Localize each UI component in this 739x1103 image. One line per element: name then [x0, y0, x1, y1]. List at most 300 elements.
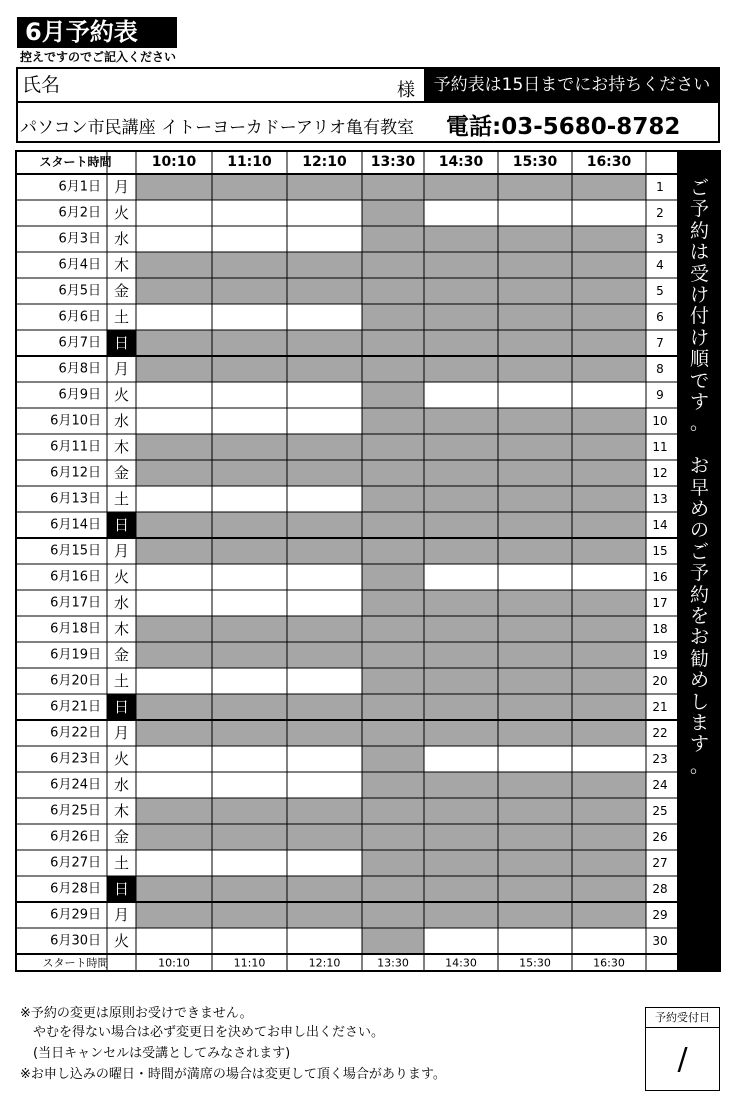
slot-cell[interactable]: [212, 356, 287, 382]
slot-cell[interactable]: [572, 174, 646, 200]
row-number: 27: [652, 856, 668, 870]
slot-cell[interactable]: [287, 642, 362, 668]
date-label: 6月8日: [58, 361, 101, 377]
slot-cell[interactable]: [212, 928, 287, 954]
slot-cell[interactable]: [572, 876, 646, 902]
slot-cell[interactable]: [572, 668, 646, 694]
time-footer: 15:30: [519, 956, 551, 970]
slot-cell[interactable]: [424, 824, 498, 850]
date-label: 6月9日: [58, 387, 101, 403]
time-footer: 13:30: [377, 956, 409, 970]
sama-label: 様: [397, 80, 415, 101]
slot-cell[interactable]: [212, 772, 287, 798]
slot-cell[interactable]: [212, 226, 287, 252]
slot-cell[interactable]: [424, 330, 498, 356]
slot-cell[interactable]: [572, 928, 646, 954]
slot-cell[interactable]: [212, 590, 287, 616]
slot-cell[interactable]: [572, 824, 646, 850]
weekday-label: 日: [113, 880, 130, 898]
slot-cell[interactable]: [362, 382, 424, 408]
slot-cell[interactable]: [212, 252, 287, 278]
weekday-label: 月: [113, 360, 130, 378]
slot-cell[interactable]: [212, 798, 287, 824]
slot-cell[interactable]: [287, 668, 362, 694]
slot-cell[interactable]: [287, 382, 362, 408]
slot-cell[interactable]: [362, 668, 424, 694]
date-label: 6月20日: [50, 673, 101, 689]
side-note-char: を: [689, 605, 709, 627]
slot-cell[interactable]: [287, 408, 362, 434]
slot-cell[interactable]: [212, 642, 287, 668]
slot-cell[interactable]: [287, 798, 362, 824]
slot-cell[interactable]: [287, 356, 362, 382]
slot-cell[interactable]: [498, 538, 572, 564]
date-label: 6月3日: [58, 231, 101, 247]
slot-cell[interactable]: [136, 278, 212, 304]
slot-cell[interactable]: [498, 564, 572, 590]
row-number: 11: [652, 440, 668, 454]
time-header: 10:10: [151, 154, 197, 170]
slot-cell[interactable]: [498, 486, 572, 512]
slot-cell[interactable]: [287, 876, 362, 902]
slot-cell[interactable]: [136, 746, 212, 772]
slot-cell[interactable]: [424, 564, 498, 590]
slot-cell[interactable]: [212, 434, 287, 460]
row-number: 10: [652, 414, 668, 428]
date-label: 6月27日: [50, 855, 101, 871]
slot-cell[interactable]: [424, 850, 498, 876]
slot-cell[interactable]: [362, 746, 424, 772]
slot-cell[interactable]: [424, 694, 498, 720]
weekday-label: 日: [113, 698, 130, 716]
slot-cell[interactable]: [362, 512, 424, 538]
slot-cell[interactable]: [498, 668, 572, 694]
time-header: 15:30: [512, 154, 558, 170]
side-note-char: は: [689, 241, 709, 264]
date-label: 6月2日: [58, 205, 101, 221]
page-title: 6月予約表: [17, 17, 177, 48]
slot-cell[interactable]: [362, 850, 424, 876]
slot-cell[interactable]: [424, 226, 498, 252]
date-label: 6月28日: [50, 881, 101, 897]
time-header: 14:30: [438, 154, 484, 170]
date-label: 6月13日: [50, 491, 101, 507]
weekday-label: 水: [113, 594, 130, 612]
side-note-char: 。: [689, 412, 709, 435]
time-header: 11:10: [227, 154, 272, 170]
slot-cell[interactable]: [424, 772, 498, 798]
slot-cell[interactable]: [498, 850, 572, 876]
date-label: 6月1日: [58, 179, 101, 195]
slot-cell[interactable]: [287, 616, 362, 642]
slot-cell[interactable]: [572, 434, 646, 460]
slot-cell[interactable]: [572, 226, 646, 252]
slot-cell[interactable]: [572, 538, 646, 564]
footnote-line: やむを得ない場合は必ず変更日を決めてお申し出ください。: [20, 1025, 385, 1040]
slot-cell[interactable]: [362, 564, 424, 590]
slot-cell[interactable]: [424, 720, 498, 746]
date-label: 6月15日: [50, 543, 101, 559]
slot-cell[interactable]: [498, 512, 572, 538]
date-label: 6月5日: [58, 283, 101, 299]
slot-cell[interactable]: [287, 512, 362, 538]
slot-cell[interactable]: [572, 512, 646, 538]
slot-cell[interactable]: [572, 746, 646, 772]
slot-cell[interactable]: [287, 824, 362, 850]
side-note-char: 受: [689, 262, 709, 285]
slot-cell[interactable]: [498, 694, 572, 720]
slot-cell[interactable]: [362, 434, 424, 460]
slot-cell[interactable]: [498, 460, 572, 486]
slot-cell[interactable]: [498, 356, 572, 382]
slot-cell[interactable]: [136, 668, 212, 694]
slot-cell[interactable]: [498, 252, 572, 278]
weekday-label: 土: [113, 308, 130, 326]
row-number: 22: [652, 726, 668, 740]
slot-cell[interactable]: [362, 174, 424, 200]
start-time-footer: スタート時間: [42, 956, 109, 970]
slot-cell[interactable]: [362, 616, 424, 642]
row-number: 29: [652, 908, 668, 922]
slot-cell[interactable]: [424, 928, 498, 954]
slot-cell[interactable]: [572, 902, 646, 928]
slot-cell[interactable]: [424, 278, 498, 304]
slot-cell[interactable]: [287, 174, 362, 200]
slot-cell[interactable]: [287, 278, 362, 304]
slot-cell[interactable]: [572, 564, 646, 590]
slot-cell[interactable]: [362, 694, 424, 720]
slot-cell[interactable]: [498, 174, 572, 200]
side-note-char: 予: [689, 562, 709, 585]
slot-cell[interactable]: [362, 460, 424, 486]
side-note-char: け: [689, 326, 709, 349]
slot-cell[interactable]: [424, 356, 498, 382]
slot-cell[interactable]: [362, 252, 424, 278]
slot-cell[interactable]: [498, 798, 572, 824]
slot-cell[interactable]: [424, 512, 498, 538]
phone-number: 電話:03-5680-8782: [446, 114, 681, 140]
slot-cell[interactable]: [362, 356, 424, 382]
slot-cell[interactable]: [136, 928, 212, 954]
weekday-label: 月: [113, 906, 130, 924]
slot-cell[interactable]: [498, 720, 572, 746]
slot-cell[interactable]: [287, 564, 362, 590]
side-note-char: 付: [689, 305, 709, 328]
slot-cell[interactable]: [424, 252, 498, 278]
side-note-char: お: [689, 455, 709, 478]
slot-cell[interactable]: [136, 408, 212, 434]
slot-cell[interactable]: [498, 590, 572, 616]
slot-cell[interactable]: [572, 590, 646, 616]
slot-cell[interactable]: [424, 408, 498, 434]
slot-cell[interactable]: [572, 356, 646, 382]
slot-cell[interactable]: [572, 720, 646, 746]
slot-cell[interactable]: [136, 902, 212, 928]
slot-cell[interactable]: [362, 902, 424, 928]
side-note: [678, 150, 721, 972]
row-number: 5: [656, 284, 664, 298]
slot-cell[interactable]: [212, 876, 287, 902]
side-note-char: け: [689, 284, 709, 306]
date-label: 6月11日: [50, 439, 101, 455]
slot-cell[interactable]: [362, 304, 424, 330]
slot-cell[interactable]: [287, 486, 362, 512]
slot-cell[interactable]: [136, 486, 212, 512]
slot-cell[interactable]: [572, 278, 646, 304]
slot-cell[interactable]: [498, 226, 572, 252]
slot-cell[interactable]: [136, 876, 212, 902]
slot-cell[interactable]: [287, 226, 362, 252]
slot-cell[interactable]: [287, 850, 362, 876]
slot-cell[interactable]: [424, 486, 498, 512]
slot-cell[interactable]: [212, 304, 287, 330]
date-label: 6月24日: [50, 777, 101, 793]
date-label: 6月26日: [50, 829, 101, 845]
slot-cell[interactable]: [212, 564, 287, 590]
slot-cell[interactable]: [498, 200, 572, 226]
slot-cell[interactable]: [212, 382, 287, 408]
slot-cell[interactable]: [287, 460, 362, 486]
slot-cell[interactable]: [362, 590, 424, 616]
slot-cell[interactable]: [498, 408, 572, 434]
slot-cell[interactable]: [287, 590, 362, 616]
weekday-label: 火: [113, 386, 130, 404]
slot-cell[interactable]: [287, 538, 362, 564]
slot-cell[interactable]: [136, 798, 212, 824]
slot-cell[interactable]: [498, 304, 572, 330]
slot-cell[interactable]: [212, 174, 287, 200]
slot-cell[interactable]: [136, 694, 212, 720]
slot-cell[interactable]: [212, 902, 287, 928]
date-label: 6月14日: [50, 517, 101, 533]
slot-cell[interactable]: [136, 824, 212, 850]
side-note-char: 。: [689, 754, 709, 777]
slot-cell[interactable]: [362, 928, 424, 954]
slot-cell[interactable]: [212, 408, 287, 434]
weekday-label: 水: [113, 412, 130, 430]
time-header: 12:10: [302, 154, 347, 170]
slot-cell[interactable]: [424, 668, 498, 694]
weekday-label: 火: [113, 568, 130, 586]
row-number: 23: [652, 752, 668, 766]
slot-cell[interactable]: [424, 590, 498, 616]
row-number: 30: [652, 934, 668, 948]
slot-cell[interactable]: [212, 278, 287, 304]
date-label: 6月16日: [50, 569, 101, 585]
slot-cell[interactable]: [572, 252, 646, 278]
slot-cell[interactable]: [572, 304, 646, 330]
date-label: 6月18日: [50, 621, 101, 637]
slot-cell[interactable]: [136, 200, 212, 226]
weekday-label: 火: [113, 932, 130, 950]
side-note-char: 順: [689, 348, 709, 371]
slot-cell[interactable]: [212, 746, 287, 772]
slot-cell[interactable]: [136, 252, 212, 278]
reception-date-value: /: [677, 1042, 688, 1077]
row-number: 14: [652, 518, 668, 532]
weekday-label: 土: [113, 854, 130, 872]
slot-cell[interactable]: [136, 174, 212, 200]
slot-cell[interactable]: [362, 226, 424, 252]
slot-cell[interactable]: [572, 330, 646, 356]
slot-cell[interactable]: [212, 200, 287, 226]
row-number: 13: [652, 492, 668, 506]
slot-cell[interactable]: [572, 850, 646, 876]
slot-cell[interactable]: [362, 408, 424, 434]
slot-cell[interactable]: [498, 772, 572, 798]
row-number: 1: [656, 180, 664, 194]
date-label: 6月22日: [50, 725, 101, 741]
side-note-char: 勧: [689, 647, 709, 670]
slot-cell[interactable]: [424, 304, 498, 330]
row-number: 25: [652, 804, 668, 818]
slot-cell[interactable]: [136, 850, 212, 876]
time-header: 13:30: [370, 154, 416, 170]
weekday-label: 木: [113, 256, 130, 274]
slot-cell[interactable]: [362, 824, 424, 850]
slot-cell[interactable]: [424, 382, 498, 408]
slot-cell[interactable]: [136, 434, 212, 460]
side-note-char: め: [689, 669, 709, 692]
slot-cell[interactable]: [498, 902, 572, 928]
slot-cell[interactable]: [136, 590, 212, 616]
slot-cell[interactable]: [287, 772, 362, 798]
slot-cell[interactable]: [424, 876, 498, 902]
date-label: 6月29日: [50, 907, 101, 923]
slot-cell[interactable]: [212, 824, 287, 850]
slot-cell[interactable]: [287, 330, 362, 356]
date-label: 6月23日: [50, 751, 101, 767]
side-note-char: ま: [689, 712, 709, 734]
slot-cell[interactable]: [572, 382, 646, 408]
slot-cell[interactable]: [572, 200, 646, 226]
slot-cell[interactable]: [136, 330, 212, 356]
weekday-label: 金: [113, 282, 130, 300]
slot-cell[interactable]: [136, 226, 212, 252]
slot-cell[interactable]: [572, 772, 646, 798]
slot-cell[interactable]: [572, 798, 646, 824]
slot-cell[interactable]: [572, 694, 646, 720]
slot-cell[interactable]: [136, 356, 212, 382]
slot-cell[interactable]: [362, 798, 424, 824]
side-note-char: お: [689, 626, 709, 649]
slot-cell[interactable]: [362, 330, 424, 356]
slot-cell[interactable]: [136, 538, 212, 564]
slot-cell[interactable]: [136, 512, 212, 538]
slot-cell[interactable]: [424, 746, 498, 772]
slot-cell[interactable]: [136, 772, 212, 798]
weekday-label: 土: [113, 672, 130, 690]
slot-cell[interactable]: [362, 720, 424, 746]
slot-cell[interactable]: [212, 720, 287, 746]
slot-cell[interactable]: [424, 200, 498, 226]
weekday-label: 金: [113, 646, 130, 664]
slot-cell[interactable]: [212, 538, 287, 564]
slot-cell[interactable]: [287, 746, 362, 772]
slot-cell[interactable]: [424, 902, 498, 928]
weekday-label: 水: [113, 230, 130, 248]
side-note-char: す: [689, 391, 709, 413]
slot-cell[interactable]: [362, 200, 424, 226]
slot-cell[interactable]: [287, 694, 362, 720]
slot-cell[interactable]: [362, 278, 424, 304]
slot-cell[interactable]: [498, 928, 572, 954]
slot-cell[interactable]: [362, 772, 424, 798]
slot-cell[interactable]: [136, 382, 212, 408]
slot-cell[interactable]: [572, 642, 646, 668]
slot-cell[interactable]: [136, 460, 212, 486]
slot-cell[interactable]: [424, 538, 498, 564]
slot-cell[interactable]: [287, 304, 362, 330]
slot-cell[interactable]: [212, 616, 287, 642]
slot-cell[interactable]: [362, 486, 424, 512]
slot-cell[interactable]: [212, 694, 287, 720]
slot-cell[interactable]: [424, 174, 498, 200]
slot-cell[interactable]: [498, 382, 572, 408]
keep-note: 控えですのでご記入ください: [20, 50, 177, 64]
slot-cell[interactable]: [136, 616, 212, 642]
slot-cell[interactable]: [498, 876, 572, 902]
row-number: 17: [652, 596, 668, 610]
slot-cell[interactable]: [498, 278, 572, 304]
slot-cell[interactable]: [287, 252, 362, 278]
slot-cell[interactable]: [287, 434, 362, 460]
slot-cell[interactable]: [424, 460, 498, 486]
slot-cell[interactable]: [362, 876, 424, 902]
reception-date-label: 予約受付日: [645, 1008, 720, 1028]
slot-cell[interactable]: [136, 564, 212, 590]
slot-cell[interactable]: [136, 720, 212, 746]
slot-cell[interactable]: [287, 928, 362, 954]
slot-cell[interactable]: [424, 642, 498, 668]
slot-cell[interactable]: [362, 642, 424, 668]
row-number: 9: [656, 388, 664, 402]
slot-cell[interactable]: [498, 434, 572, 460]
slot-cell[interactable]: [498, 642, 572, 668]
slot-cell[interactable]: [212, 512, 287, 538]
slot-cell[interactable]: [362, 538, 424, 564]
slot-cell[interactable]: [498, 746, 572, 772]
weekday-label: 火: [113, 750, 130, 768]
row-number: 7: [656, 336, 664, 350]
slot-cell[interactable]: [572, 616, 646, 642]
slot-cell[interactable]: [424, 798, 498, 824]
slot-cell[interactable]: [572, 486, 646, 512]
slot-cell[interactable]: [212, 486, 287, 512]
slot-cell[interactable]: [498, 330, 572, 356]
slot-cell[interactable]: [498, 824, 572, 850]
slot-cell[interactable]: [424, 434, 498, 460]
weekday-label: 日: [113, 516, 130, 534]
weekday-label: 月: [113, 724, 130, 742]
slot-cell[interactable]: [136, 642, 212, 668]
slot-cell[interactable]: [212, 460, 287, 486]
slot-cell[interactable]: [287, 720, 362, 746]
slot-cell[interactable]: [287, 902, 362, 928]
slot-cell[interactable]: [212, 850, 287, 876]
row-number: 21: [652, 700, 668, 714]
slot-cell[interactable]: [572, 460, 646, 486]
weekday-label: 木: [113, 438, 130, 456]
slot-cell[interactable]: [136, 304, 212, 330]
time-header: 16:30: [586, 154, 632, 170]
slot-cell[interactable]: [424, 616, 498, 642]
slot-cell[interactable]: [572, 408, 646, 434]
slot-cell[interactable]: [498, 616, 572, 642]
slot-cell[interactable]: [287, 200, 362, 226]
slot-cell[interactable]: [212, 668, 287, 694]
slot-cell[interactable]: [212, 330, 287, 356]
